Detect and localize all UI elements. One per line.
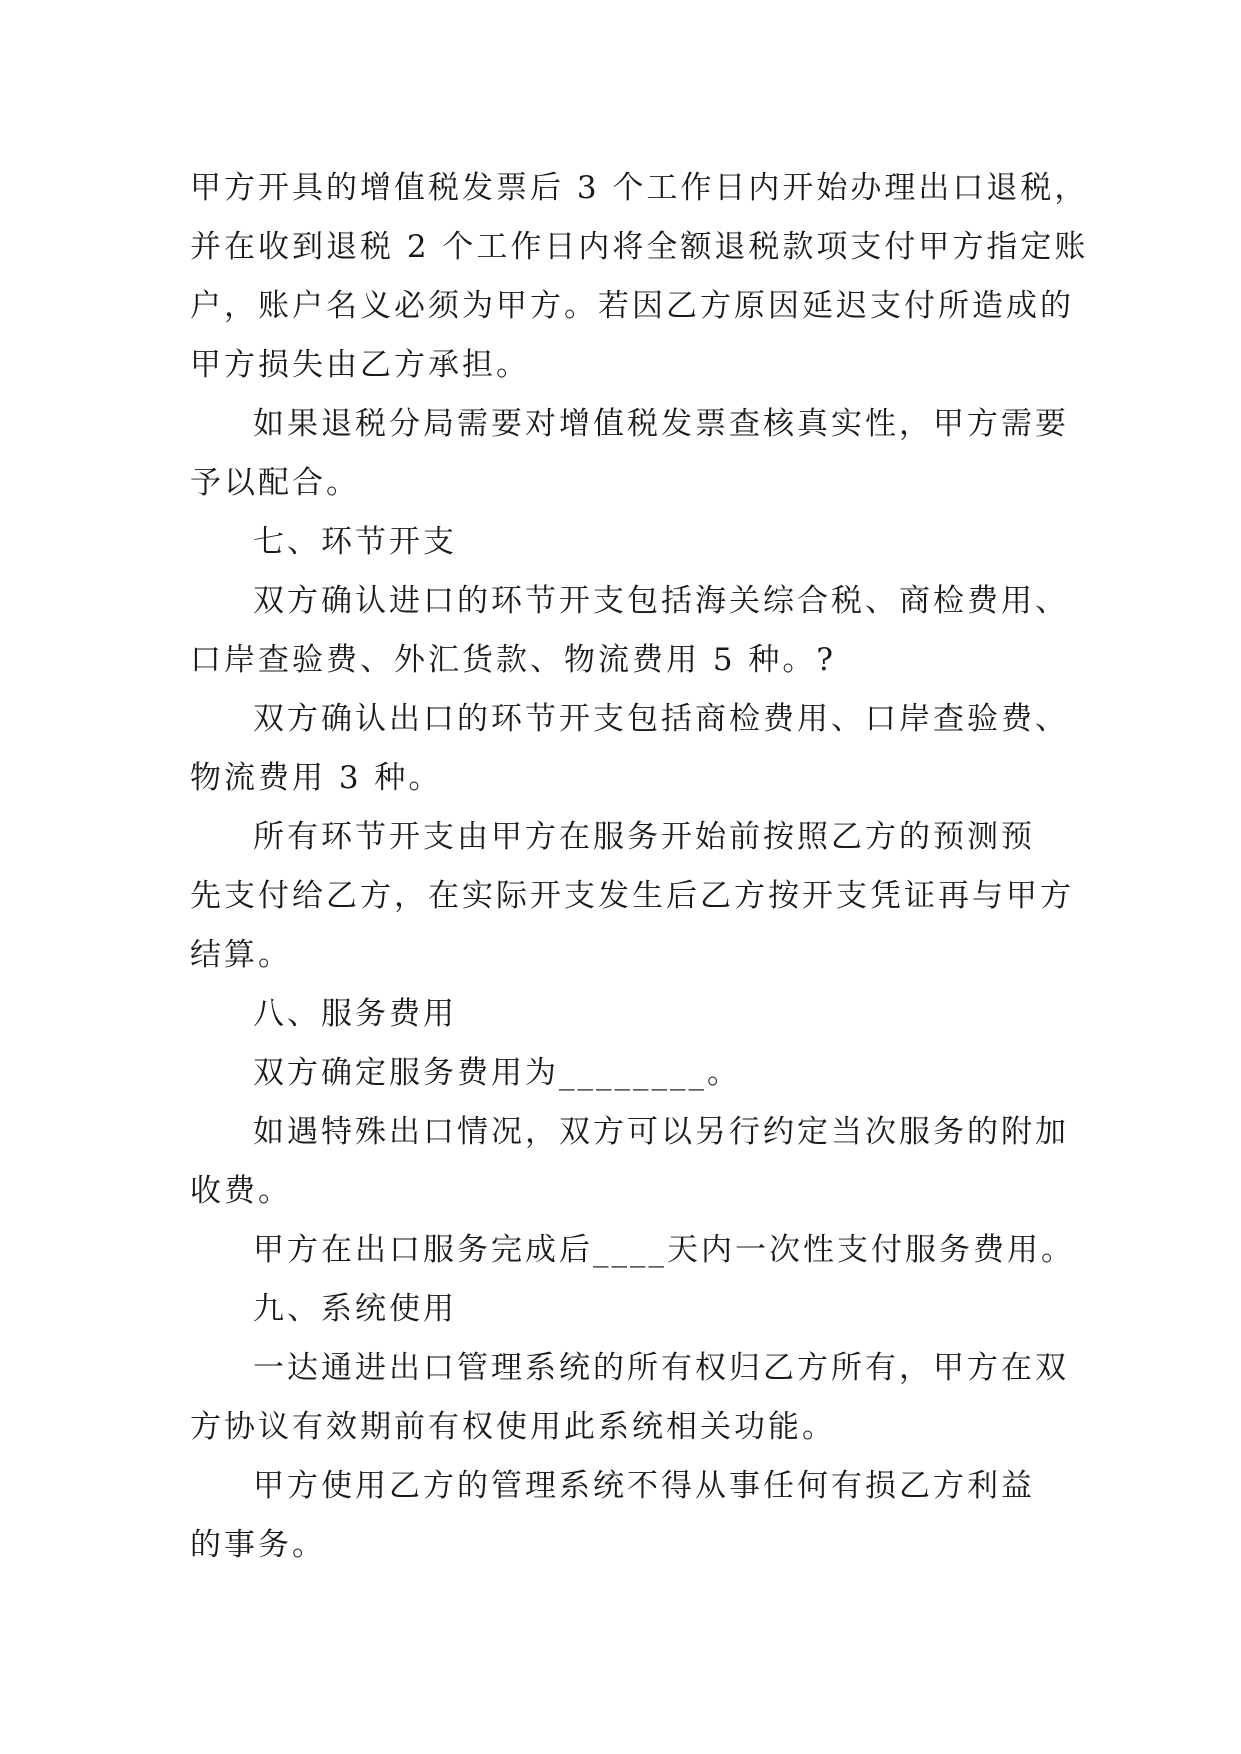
text-line: 如果退税分局需要对增值税发票查核真实性，甲方需要 xyxy=(253,406,1069,442)
text-line: 的事务。 xyxy=(190,1527,326,1563)
text-line: 甲方在出口服务完成后____天内一次性支付服务费用。 xyxy=(253,1232,1075,1268)
text-line: 如遇特殊出口情况，双方可以另行约定当次服务的附加 xyxy=(253,1114,1069,1150)
text-line: 结算。 xyxy=(190,937,292,973)
text-line: 口岸查验费、外汇货款、物流费用 5 种。? xyxy=(190,642,837,678)
text-line: 一达通进出口管理系统的所有权归乙方所有，甲方在双 xyxy=(253,1350,1069,1386)
section-heading: 九、系统使用 xyxy=(253,1291,457,1327)
text-line: 先支付给乙方，在实际开支发生后乙方按开支凭证再与甲方 xyxy=(190,878,1074,914)
text-line: 双方确认出口的环节开支包括商检费用、口岸查验费、 xyxy=(253,701,1069,737)
text-line: 甲方开具的增值税发票后 3 个工作日内开始办理出口退税， xyxy=(190,170,1089,206)
text-line: 户，账户名义必须为甲方。若因乙方原因延迟支付所造成的 xyxy=(190,288,1074,324)
section-heading: 八、服务费用 xyxy=(253,996,457,1032)
section-heading: 七、环节开支 xyxy=(253,524,457,560)
text-line: 双方确定服务费用为________。 xyxy=(253,1055,741,1091)
text-line: 方协议有效期前有权使用此系统相关功能。 xyxy=(190,1409,836,1445)
text-line: 双方确认进口的环节开支包括海关综合税、商检费用、 xyxy=(253,583,1069,619)
text-line: 物流费用 3 种。 xyxy=(190,760,443,796)
text-line: 并在收到退税 2 个工作日内将全额退税款项支付甲方指定账 xyxy=(190,229,1089,265)
text-line: 甲方损失由乙方承担。 xyxy=(190,347,530,383)
text-line: 收费。 xyxy=(190,1173,292,1209)
text-line: 甲方使用乙方的管理系统不得从事任何有损乙方利益 xyxy=(253,1468,1035,1504)
text-line: 所有环节开支由甲方在服务开始前按照乙方的预测预 xyxy=(253,819,1035,855)
text-line: 予以配合。 xyxy=(190,465,360,501)
